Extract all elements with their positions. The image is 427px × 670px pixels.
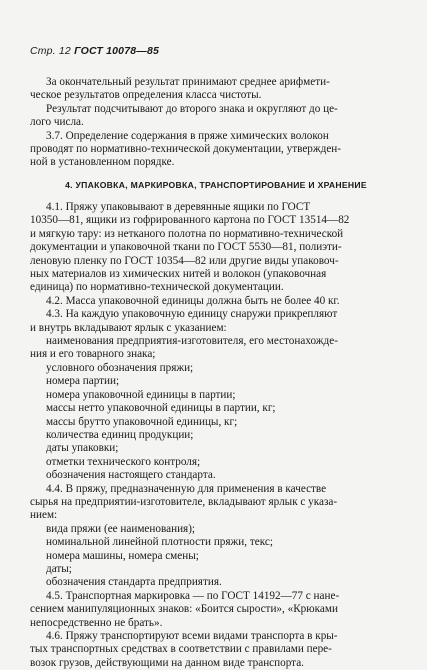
paragraph-line: 4.5. Транспортная маркировка — по ГОСТ 14192—77 с нане-: [46, 589, 340, 602]
list-item: количества единиц продукции;: [46, 428, 194, 441]
list-item: вида пряжи (ее наименования);: [46, 522, 196, 535]
paragraph-line: 4.3. На каждую упаковочную единицу снаружи прикрепляют: [46, 308, 338, 321]
paragraph-line: ных материалов из химических нитей и волокон (упаковочная: [30, 268, 327, 281]
page-number: Стр. 12: [30, 45, 75, 57]
paragraph-line: и мягкую тару: из нетканого полотна по нормативно-технической: [30, 227, 344, 240]
paragraph-line: непосредственно не брать».: [30, 616, 163, 629]
paragraph-line: 3.7. Определение содержания в пряже химических волокон: [46, 129, 329, 142]
list-item: наименования предприятия-изготовителя, его местонахожде-: [46, 335, 338, 348]
list-item: массы брутто упаковочной единицы, кг;: [46, 415, 238, 428]
list-item: условного обозначения пряжи;: [46, 361, 194, 374]
paragraph-line: и внутрь вкладывают ярлык с указанием:: [30, 321, 227, 334]
list-item: даты;: [46, 562, 72, 575]
paragraph-line: 4.2. Масса упаковочной единицы должна быть не более 40 кг.: [46, 294, 340, 307]
paragraph-line: сением манипуляционных знаков: «Боится сырости», «Крюками: [30, 603, 338, 616]
paragraph-line: единица) по нормативно-технической документации.: [30, 281, 284, 294]
standard-number: ГОСТ 10078—85: [74, 45, 160, 57]
paragraph-line: За окончательный результат принимают среднее арифмети-: [46, 76, 330, 88]
list-item: массы нетто упаковочной единицы в партии, кг;: [46, 402, 276, 415]
paragraph-line: леновую пленку по ГОСТ 10354—82 или другие виды упаковоч-: [30, 254, 339, 267]
list-item: обозначения настоящего стандарта.: [46, 469, 216, 482]
page-header: [30, 45, 159, 57]
list-item: даты упаковки;: [46, 442, 119, 455]
paragraph-line: сырья на предприятии-изготовителе, вкладывают ярлык с указа-: [30, 495, 338, 508]
paragraph-line: ной в установленном порядке.: [30, 156, 175, 169]
paragraph-line: 10350—81, ящики из гофрированного картона по ГОСТ 13514—82: [30, 214, 350, 227]
paragraph-line: нием:: [30, 509, 58, 522]
list-item: отметки технического контроля;: [46, 455, 201, 468]
paragraph-line: возок грузов, действующими на данном виде транспорта.: [30, 656, 304, 669]
paragraph-line: документации и упаковочной ткани по ГОСТ 5530—81, полиэти-: [30, 241, 342, 254]
list-item: номера машины, номера смены;: [46, 549, 199, 562]
paragraph-line: проводят по нормативно-технической документации, утвержден-: [30, 143, 342, 156]
list-item: номинальной линейной плотности пряжи, текс;: [46, 536, 273, 549]
list-item: номера партии;: [46, 375, 120, 388]
list-item: номера упаковочной единицы в партии;: [46, 388, 236, 401]
paragraph-line: 4.6. Пряжу транспортируют всеми видами транспорта в кры-: [46, 630, 338, 642]
paragraph-line: 4.1. Пряжу упаковывают в деревянные ящики по ГОСТ: [46, 201, 311, 213]
paragraph-line: Результат подсчитывают до второго знака и округляют до це-: [46, 102, 338, 115]
paragraph-line: ческое результатов определения класса чистоты.: [30, 89, 262, 102]
paragraph-line: лого числа.: [30, 116, 84, 129]
section-heading: 4. УПАКОВКА, МАРКИРОВКА, ТРАНСПОРТИРОВАНИЕ И ХРАНЕНИЕ: [65, 180, 367, 190]
text-block-1: [30, 76, 402, 170]
list-item: ния и его товарного знака;: [30, 348, 156, 361]
paragraph-line: 4.4. В пряжу, предназначенную для применения в качестве: [46, 482, 327, 495]
list-item: обозначения стандарта предприятия.: [46, 576, 222, 589]
text-block-2: [30, 201, 402, 670]
paragraph-line: тых транспортных средствах в соответствии с правилами пере-: [30, 643, 332, 656]
